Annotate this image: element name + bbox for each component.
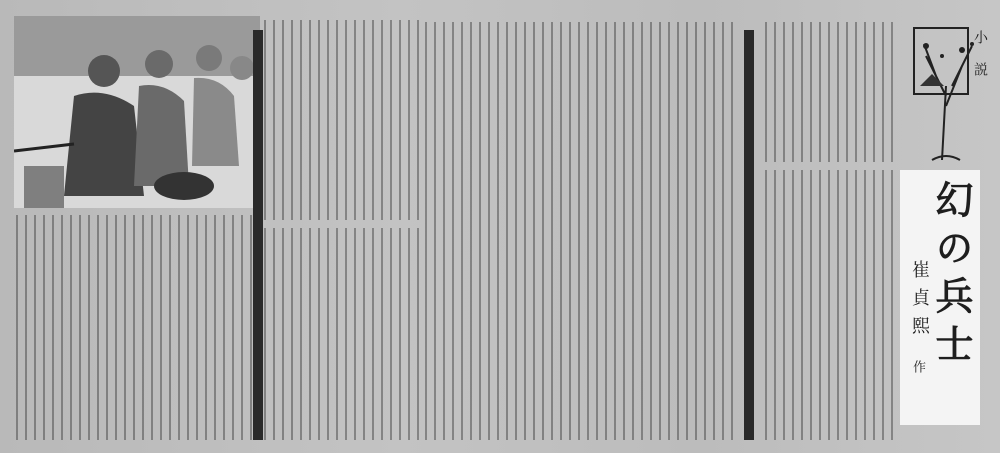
text-block-5	[765, 22, 900, 162]
author-name: 崔貞熙	[909, 260, 930, 344]
illustration	[14, 16, 260, 208]
text-block-6	[765, 170, 895, 440]
text-block-1	[264, 20, 422, 220]
story-title: 幻の兵士	[929, 180, 974, 372]
text-block-2	[16, 215, 260, 440]
soldiers-illustration-icon	[14, 16, 260, 208]
author-suffix: 作	[910, 360, 925, 373]
text-block-3	[264, 228, 422, 440]
title-box	[900, 170, 980, 425]
category-label: 小説	[972, 30, 988, 94]
column-divider-right	[744, 30, 754, 440]
category-logo	[912, 26, 988, 162]
column-divider-left	[253, 30, 263, 440]
text-block-4	[425, 22, 740, 440]
